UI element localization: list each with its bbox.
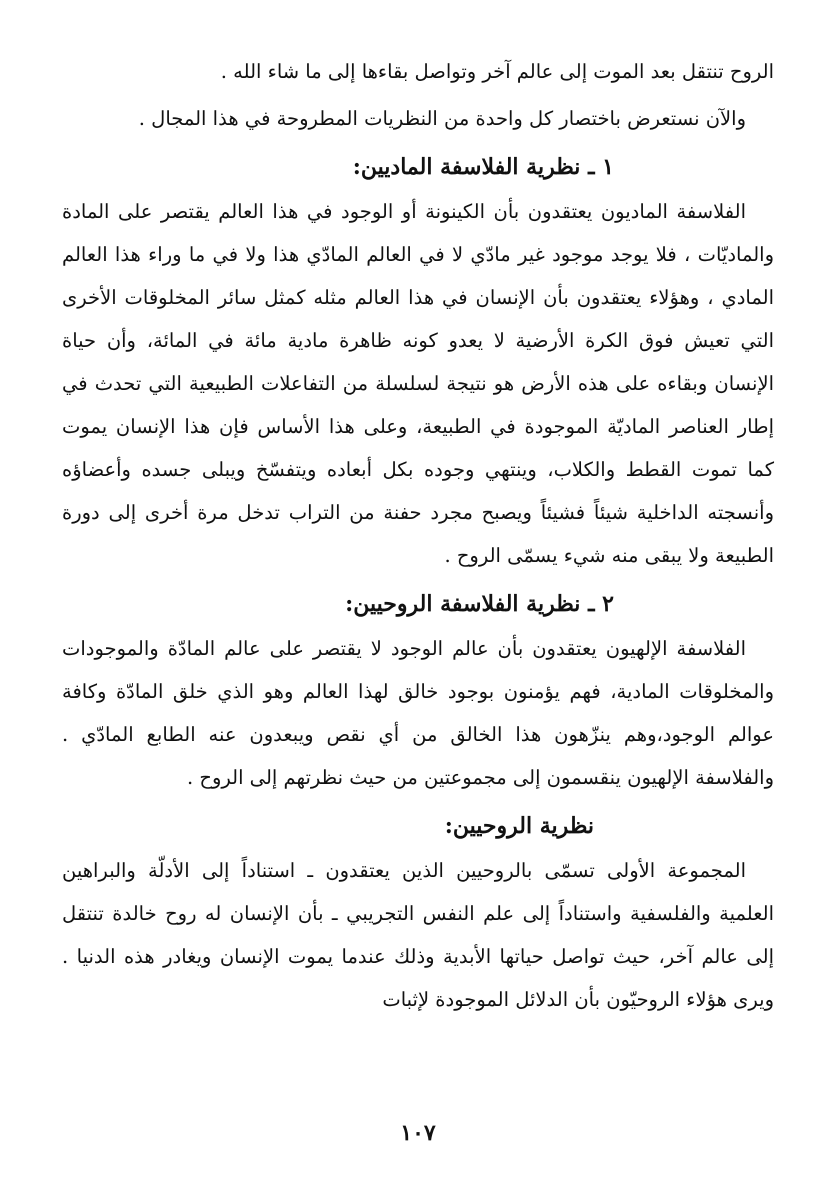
paragraph-now: والآن نستعرض باختصار كل واحدة من النظريات المطروحة في هذا المجال . <box>138 107 746 130</box>
paragraph-materialist-body: الفلاسفة الماديون يعتقدون بأن الكينونة أو الوجود في هذا العالم يقتصر على المادة والماديّات ، فلا يوجد موجود غير مادّي لا في العالم المادّي هذا ولا في ما وراء هذا العالم المادي ، وهؤلاء يعتقدون بأن الإنسان في هذا العالم مثله كمثل سائر المخلوقات الأخرى التي تعيش فوق الكرة الأرضية لا يعدو كونه ظاهرة مادية مائة في المائة، وأن حياة الإنسان وبقاءه على هذه الأرض هو نتيجة لسلسلة من التفاعلات الطبيعية التي تحدث في إطار العناصر الماديّة الموجودة في الطبيعة، وعلى هذا الأساس فإن هذا الإنسان يموت كما تموت القطط والكلاب، وينتهي وجوده بكل أبعاده ويتفسّخ ويبلى جسده وأعضاؤه وأنسجته الداخلية شيئاً فشيئاً ويصبح مجرد حفنة من التراب تدخل مرة أخرى إلى دورة الطبيعة ولا يبقى منه شيء يسمّى الروح . <box>62 200 774 567</box>
paragraph-spiritual-body: الفلاسفة الإلهيون يعتقدون بأن عالم الوجود لا يقتصر على عالم المادّة والموجودات والمخلوقات المادية، فهم يؤمنون بوجود خالق لهذا العالم وهو الذي خلق المادّة وكافة عوالم الوجود،وهم ينزّهون هذا الخالق من أي نقص ويبعدون عنه الطابع المادّي . والفلاسفة الإلهيون ينقسمون إلى مجموعتين من حيث نظرتهم إلى الروح . <box>62 637 774 789</box>
heading-spiritual-philosophers: ٢ ـ نظرية الفلاسفة الروحيين: <box>345 591 614 617</box>
paragraph-intro-end: الروح تنتقل بعد الموت إلى عالم آخر وتواصل بقاءها إلى ما شاء الله . <box>220 60 774 83</box>
page-body <box>62 50 774 1025</box>
paragraph-spiritualists-body: المجموعة الأولى تسمّى بالروحيين الذين يعتقدون ـ استناداً إلى الأدلّة والبراهين العلمية والفلسفية واستناداً إلى علم النفس التجريبي ـ بأن الإنسان له روح خالدة تنتقل إلى عالم آخر، حيث تواصل حياتها الأبدية وذلك عندما يموت الإنسان ويغادر هذه الدنيا . ويرى هؤلاء الروحيّون بأن الدلائل الموجودة لإثبات <box>62 859 774 1011</box>
heading-spiritualists: نظرية الروحيين: <box>444 813 594 839</box>
heading-materialist-philosophers: ١ ـ نظرية الفلاسفة الماديين: <box>352 154 614 180</box>
page-number: ١٠٧ <box>400 1120 436 1146</box>
